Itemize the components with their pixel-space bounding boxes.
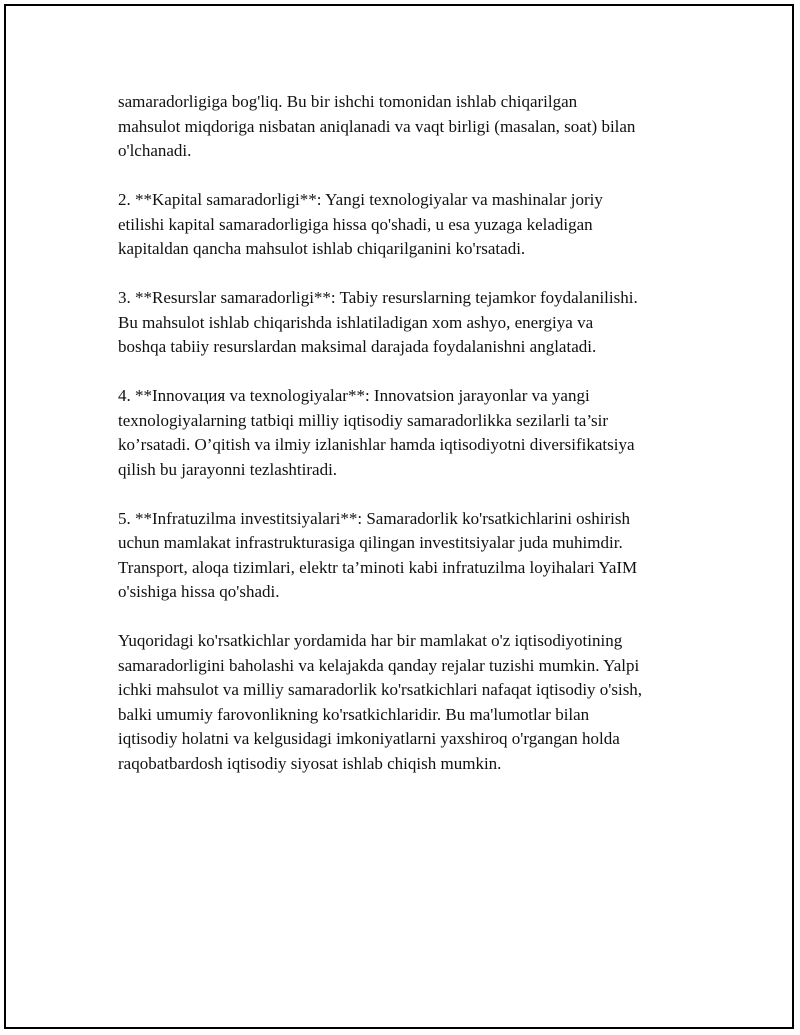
text-line: samaradorligini baholashi va kelajakda qanday rejalar tuzishi mumkin. Yalpi [118,655,640,675]
text-line: Bu mahsulot ishlab chiqarishda ishlatiladigan xom ashyo, energiya va [118,312,594,332]
text-line: etilishi kapital samaradorligiga hissa qo'shadi, u esa yuzaga keladigan [118,214,593,234]
text-line: texnologiyalarning tatbiqi milliy iqtisodiy samaradorlikka sezilarli ta’sir [118,410,609,430]
paragraph-capital-efficiency [118,188,718,262]
paragraph-infrastructure [118,507,718,605]
text-line: ko’rsatadi. O’qitish va ilmiy izlanishlar hamda iqtisodiyotni diversifikatsiya [118,435,635,454]
paragraph-resource-efficiency [118,286,718,360]
text-line: 5. **Infratuzilma investitsiyalari**: Samaradorlik ko'rsatkichlarini oshirish [118,508,631,528]
text-line: o'sishiga hissa qo'shadi. [118,582,280,601]
text-line: ichki mahsulot va milliy samaradorlik ko'rsatkichlari nafaqat iqtisodiy o'sish, [118,680,643,699]
text-line: balki umumiy farovonlikning ko'rsatkichlaridir. Bu ma'lumotlar bilan [118,704,590,724]
text-line: mahsulot miqdoriga nisbatan aniqlanadi va vaqt birligi (masalan, soat) bilan [118,116,636,136]
text-line: raqobatbardosh iqtisodiy siyosat ishlab chiqish mumkin. [118,753,502,773]
paragraph-innovation [118,384,718,482]
text-line: 2. **Kapital samaradorligi**: Yangi texnologiyalar va mashinalar joriy [118,190,603,209]
text-line: uchun mamlakat infrastrukturasiga qilingan investitsiyalar juda muhimdir. [118,533,623,552]
text-line: samaradorligiga bog'liq. Bu bir ishchi tomonidan ishlab chiqarilgan [118,92,578,111]
text-line: o'lchanadi. [118,141,192,160]
paragraph-productivity-continued [118,90,718,164]
text-line: iqtisodiy holatni va kelgusidagi imkoniyatlarni yaxshiroq o'rgangan holda [118,729,620,748]
paragraph-conclusion [118,629,718,776]
document-body [118,90,718,801]
text-line: 3. **Resurslar samaradorligi**: Tabiy resurslarning tejamkor foydalanilishi. [118,288,638,307]
text-line: Transport, aloqa tizimlari, elektr ta’minoti kabi infratuzilma loyihalari YaIM [118,557,638,577]
text-line: Yuqoridagi ko'rsatkichlar yordamida har bir mamlakat o'z iqtisodiyotining [118,631,623,650]
text-line: kapitaldan qancha mahsulot ishlab chiqarilganini ko'rsatadi. [118,239,526,258]
text-line: boshqa tabiiy resurslardan maksimal darajada foydalanishni anglatadi. [118,337,597,356]
text-line: qilish bu jarayonni tezlashtiradi. [118,459,338,479]
text-line: 4. **Innovaция va texnologiyalar**: Innovatsion jarayonlar va yangi [118,386,590,405]
